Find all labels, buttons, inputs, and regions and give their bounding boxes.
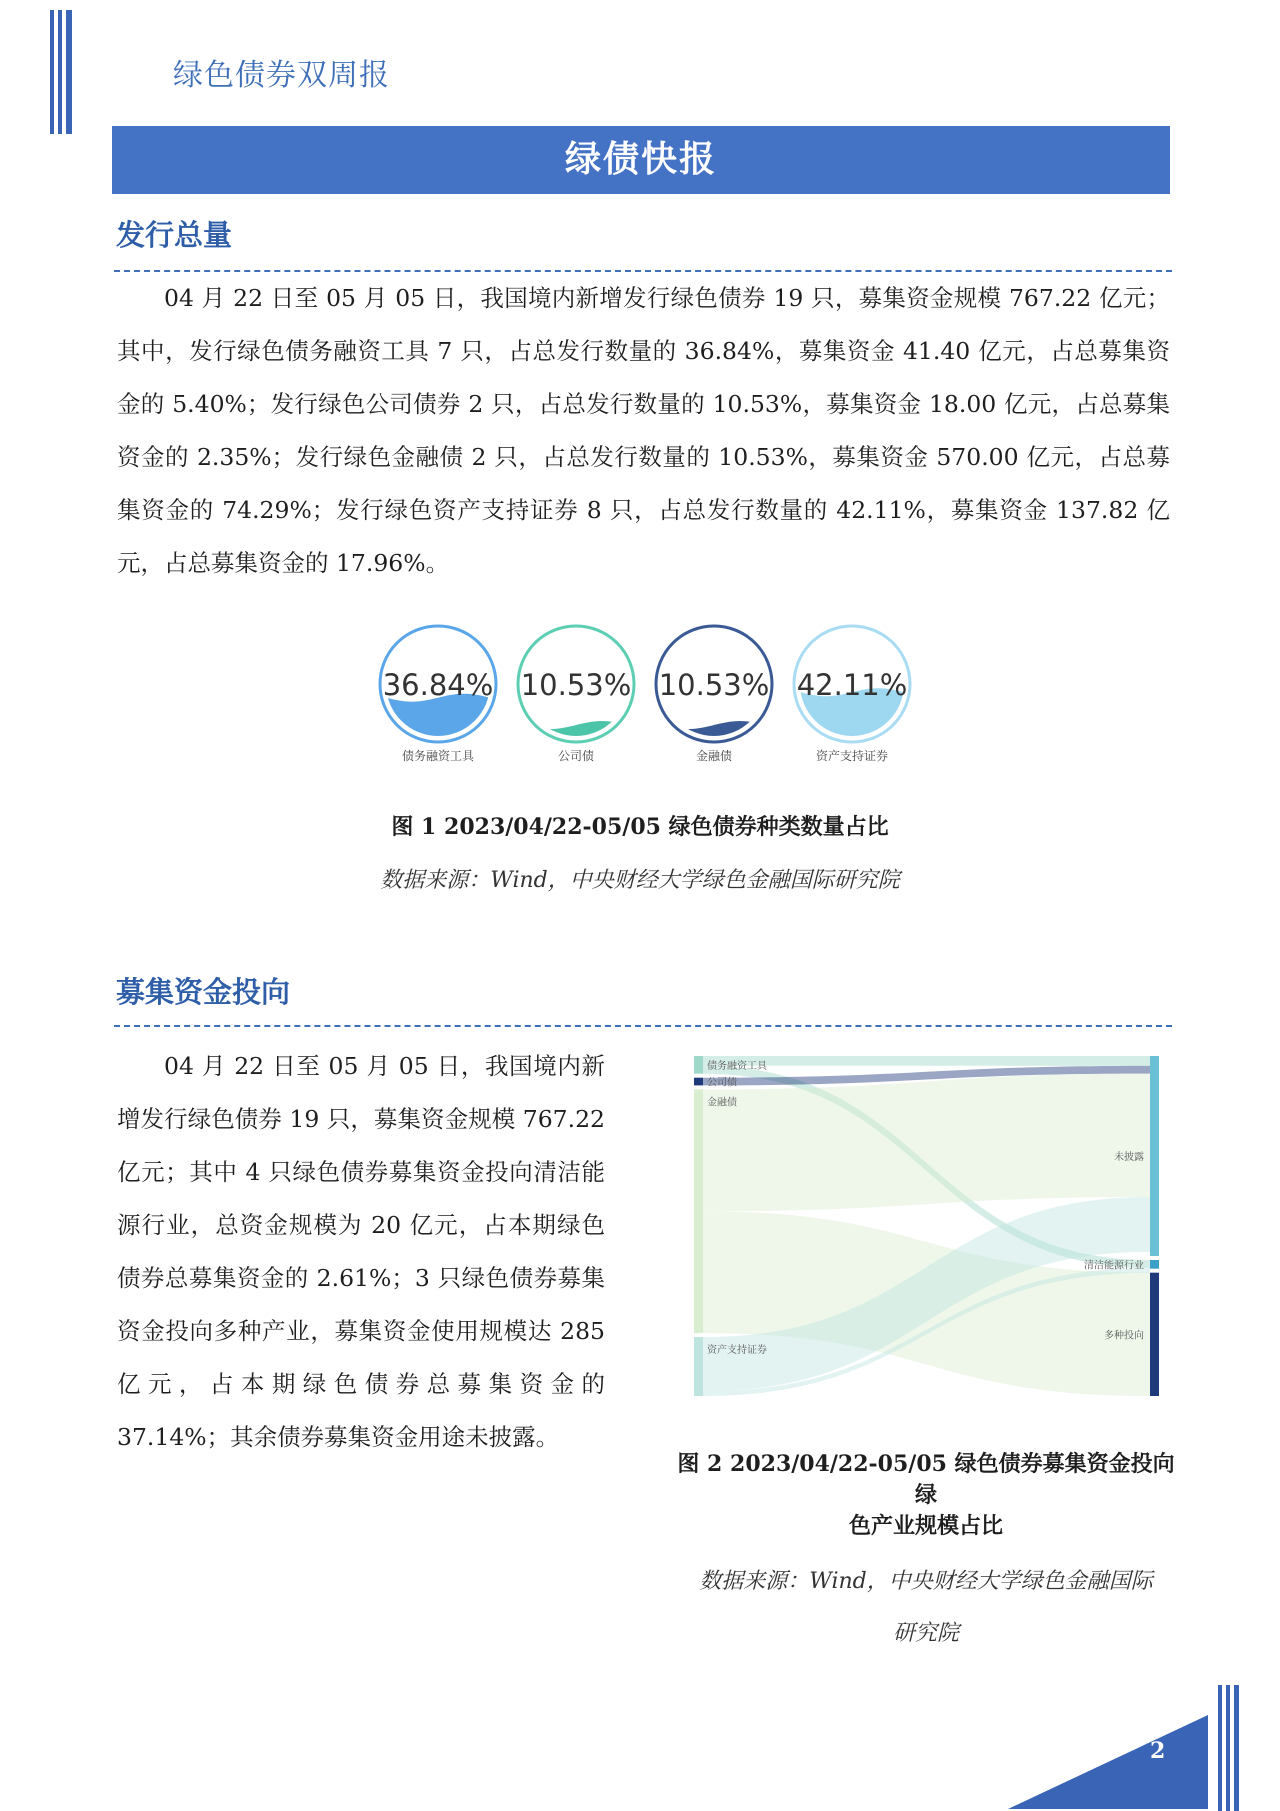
- gauge-value-label-3: 42.11%: [796, 668, 908, 702]
- sankey-source-label-2: 金融债: [707, 1097, 737, 1109]
- footer-decoration-bars: [1218, 1685, 1240, 1811]
- page-number: 2: [1150, 1738, 1166, 1764]
- document-title: 绿色债券双周报: [173, 58, 390, 93]
- gauge-category-label-2: 金融债: [695, 749, 733, 763]
- figure1-source: 数据来源：Wind，中央财经大学绿色金融国际研究院: [380, 868, 900, 893]
- figure1-caption: 图 1 2023/04/22-05/05 绿色债券种类数量占比: [391, 814, 889, 840]
- sankey-source-label-1: 公司债: [707, 1077, 737, 1089]
- issuance-paragraph: 04 月 22 日至 05 月 05 日，我国境内新增发行绿色债券 19 只，募集资金规模 767.22 亿元；其中，发行绿色债务融资工具 7 只，占总发行数量的 36.84%，募集资金 41.40 亿元，占总募集资金的 5.40%；发行绿色公司债券 2 只，占总发行数量的 10.53%，募集资金 18.00 亿元，占总募集资金的 2.35%；发行绿色金融债 2 只，占总发行数量的 10.53%，募集资金 570.00 亿元，占总募集资金的 74.29%；发行绿色资产支持证券 8 只，占总发行数量的 42.11%，募集资金 137.82 亿元，占总募集资金的 17.96%。: [117, 284, 1170, 577]
- sankey-source-node-0: [694, 1056, 703, 1074]
- fund-use-paragraph: 04 月 22 日至 05 月 05 日，我国境内新增发行绿色债券 19 只，募集资金规模 767.22 亿元；其中 4 只绿色债券募集资金投向清洁能源行业，总资金规模为 20 亿元，占本期绿色债券总募集资金的 2.61%；3 只绿色债券募集资金投向多种产业，募集资金使用规模达 285 亿元，占本期绿色债券总募集资金的 37.14%；其余债券募集资金用途未披露。: [117, 1052, 605, 1451]
- gauge-value-label-2: 10.53%: [658, 668, 770, 702]
- sankey-target-node-0: [1150, 1056, 1159, 1256]
- figure1-gauge-chart: [360, 618, 920, 768]
- section-title-fund-use: 募集资金投向: [116, 975, 291, 1009]
- gauge-3: [794, 626, 910, 763]
- page-number-triangle: [1008, 1715, 1208, 1809]
- header-decoration-bars: [50, 10, 74, 134]
- sankey-source-node-3: [694, 1337, 703, 1396]
- gauge-category-label-3: 资产支持证券: [815, 749, 889, 763]
- sankey-source-label-3: 资产支持证券: [707, 1345, 767, 1357]
- gauge-category-label-1: 公司债: [557, 749, 595, 763]
- gauge-1: [518, 626, 634, 763]
- figure2-source-line2: 研究院: [892, 1621, 959, 1646]
- sankey-flow-3: [703, 1074, 1150, 1212]
- sankey-source-node-1: [694, 1078, 703, 1086]
- figure2-sankey-chart: [688, 1050, 1168, 1405]
- gauge-value-label-0: 36.84%: [382, 668, 494, 702]
- sankey-source-node-2: [694, 1089, 703, 1333]
- figure2-caption-line1: 图 2 2023/04/22-05/05 绿色债券募集资金投向绿: [677, 1451, 1175, 1508]
- figure2-source-line1: 数据来源：Wind，中央财经大学绿色金融国际: [699, 1569, 1153, 1594]
- gauge-value-label-1: 10.53%: [520, 668, 632, 702]
- sankey-flow-0: [703, 1056, 1150, 1066]
- gauge-0: [380, 626, 496, 763]
- sankey-target-label-1: 清洁能源行业: [1084, 1260, 1144, 1272]
- sankey-target-label-0: 未披露: [1114, 1152, 1144, 1164]
- gauge-2: [656, 626, 772, 763]
- sankey-source-label-0: 债务融资工具: [707, 1060, 767, 1072]
- section-divider: [114, 1025, 1172, 1027]
- sankey-target-node-2: [1150, 1273, 1159, 1396]
- figure2-caption-line2: 色产业规模占比: [848, 1513, 1003, 1539]
- sankey-target-node-1: [1150, 1260, 1159, 1269]
- section-banner: 绿债快报: [112, 126, 1170, 194]
- gauge-category-label-0: 债务融资工具: [401, 749, 475, 763]
- section-title-issuance: 发行总量: [116, 218, 233, 252]
- sankey-target-label-2: 多种投向: [1104, 1330, 1144, 1342]
